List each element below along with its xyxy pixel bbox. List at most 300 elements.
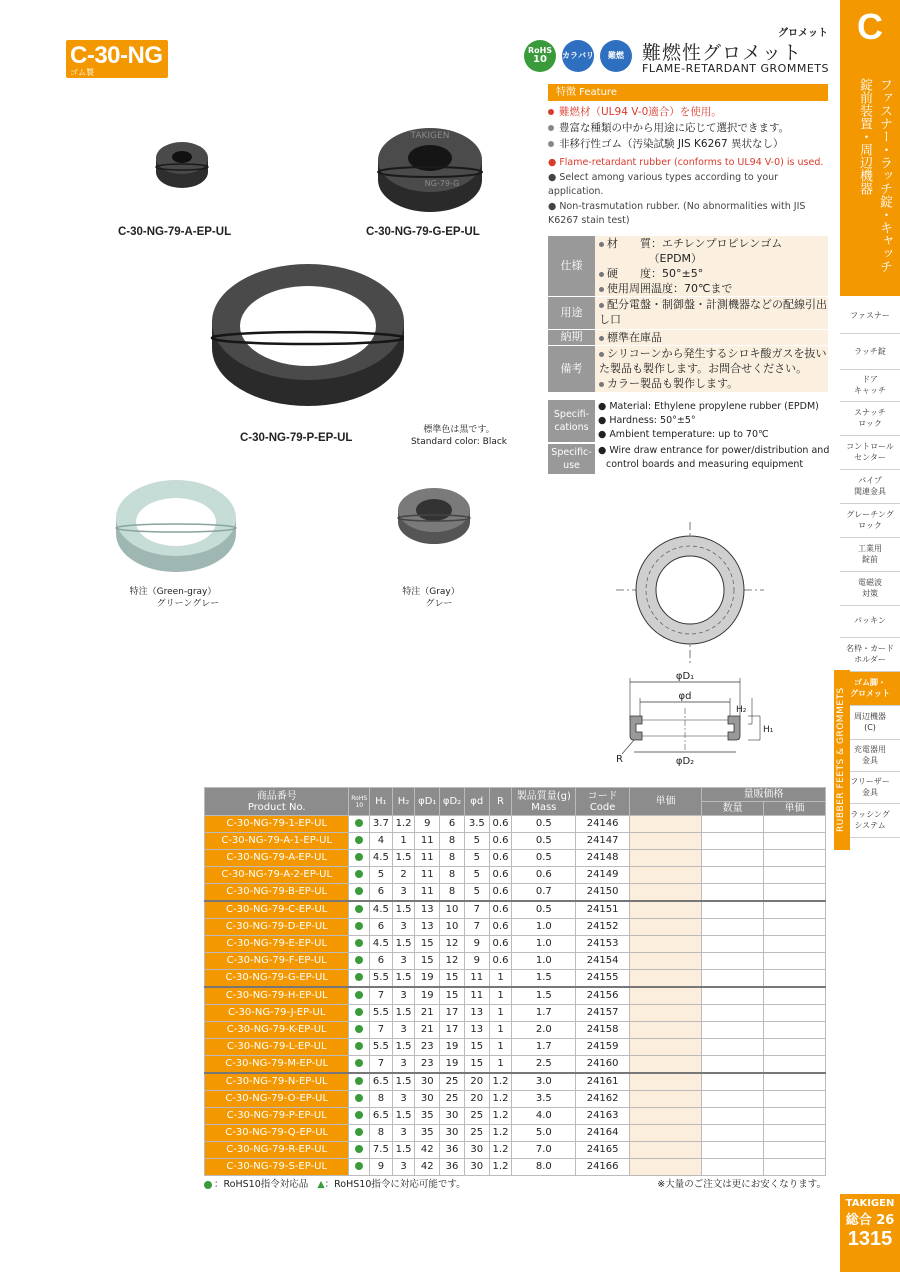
cell-empty xyxy=(629,936,701,953)
col-qty: 数量 xyxy=(702,802,764,816)
sidebar-item-2[interactable]: ラッチ錠 xyxy=(840,336,900,370)
grommet-green-gray-image xyxy=(112,478,242,578)
sidebar-item-13[interactable]: 周辺機器 (C) xyxy=(840,706,900,740)
cell-empty xyxy=(764,1125,826,1142)
series-code-badge xyxy=(66,40,168,78)
cell-empty xyxy=(629,970,701,988)
cell-d: 13 xyxy=(464,1022,489,1039)
cell-d2: 36 xyxy=(440,1142,465,1159)
cell-mass: 0.7 xyxy=(512,884,576,902)
triangle-icon: ▲ xyxy=(317,1179,325,1190)
cell-h1: 7 xyxy=(370,987,393,1005)
rohs-cell xyxy=(349,884,370,902)
cell-code: 24153 xyxy=(576,936,630,953)
cell-h1: 8 xyxy=(370,1091,393,1108)
cell-code: 24162 xyxy=(576,1091,630,1108)
table-row xyxy=(205,1039,826,1056)
cell-no: C-30-NG-79-1-EP-UL xyxy=(205,816,349,833)
cell-mass: 1.0 xyxy=(512,953,576,970)
rohs-cell xyxy=(349,987,370,1005)
cell-h2: 3 xyxy=(392,1159,415,1176)
feature-en-1: ● Flame-retardant rubber (conforms to UL94 V-0) is used. xyxy=(548,157,824,168)
sidebar-item-15[interactable]: フリーザー 金具 xyxy=(840,772,900,804)
cell-empty xyxy=(629,987,701,1005)
col-d2: φD₂ xyxy=(440,788,465,816)
rohs-dot-icon xyxy=(355,1162,363,1170)
cell-d2: 12 xyxy=(440,936,465,953)
rohs-cell xyxy=(349,901,370,919)
rohs-cell xyxy=(349,1091,370,1108)
rohs-cell xyxy=(349,1142,370,1159)
col-unit-price: 単価 xyxy=(629,788,701,816)
karabari-icon: カラバリ xyxy=(562,40,594,72)
cell-mass: 3.0 xyxy=(512,1073,576,1091)
bulk-order-note: ※大量のご注文は更にお安くなります。 xyxy=(657,1179,826,1190)
table-row xyxy=(205,1159,826,1176)
brand-name: TAKIGEN xyxy=(845,1198,895,1209)
cell-d2: 8 xyxy=(440,833,465,850)
rohs-cell xyxy=(349,1056,370,1074)
rohs-dot-icon xyxy=(355,956,363,964)
product-label-a: C-30-NG-79-A-EP-UL xyxy=(118,226,232,238)
rohs-dot-icon xyxy=(355,1008,363,1016)
series-code: C-30-NG xyxy=(70,42,163,69)
cell-empty xyxy=(764,1039,826,1056)
cell-empty xyxy=(764,1022,826,1039)
cell-h2: 3 xyxy=(392,1125,415,1142)
col-product-no: 商品番号 Product No. xyxy=(205,788,349,816)
cell-d: 5 xyxy=(464,833,489,850)
rohs-dot-icon xyxy=(355,939,363,947)
cell-mass: 3.5 xyxy=(512,1091,576,1108)
cell-d2: 17 xyxy=(440,1005,465,1022)
cell-code: 24152 xyxy=(576,919,630,936)
cell-empty xyxy=(629,1159,701,1176)
cell-empty xyxy=(702,1108,764,1125)
top-view-drawing xyxy=(610,518,770,668)
feature-en-2: ● Select among various types according to your application. xyxy=(548,172,779,197)
grommet-small-a-image xyxy=(148,136,216,192)
cell-r: 0.6 xyxy=(489,850,512,867)
cell-h2: 3 xyxy=(392,1056,415,1074)
table-row xyxy=(205,987,826,1005)
col-d1: φD₁ xyxy=(415,788,440,816)
rohs-dot-icon xyxy=(355,1025,363,1033)
cell-d1: 11 xyxy=(415,884,440,902)
cell-mass: 0.6 xyxy=(512,867,576,884)
grommet-large-p-image xyxy=(204,262,404,412)
cell-empty xyxy=(702,919,764,936)
sidebar-item-1[interactable]: ファスナー xyxy=(840,300,900,334)
cell-empty xyxy=(629,901,701,919)
rohs-dot-icon xyxy=(355,905,363,913)
rohs-cell xyxy=(349,1159,370,1176)
cell-mass: 8.0 xyxy=(512,1159,576,1176)
spec-label-nouki: 納期 xyxy=(548,330,595,345)
rohs-dot-icon xyxy=(355,922,363,930)
grommet-medium-g-image xyxy=(372,120,488,216)
sidebar-item-4[interactable]: スナッチ ロック xyxy=(840,402,900,436)
rohs-dot-icon xyxy=(355,870,363,878)
cell-mass: 2.5 xyxy=(512,1056,576,1074)
rohs-cell xyxy=(349,816,370,833)
dim-d2: φD₂ xyxy=(675,756,695,767)
cell-no: C-30-NG-79-A-2-EP-UL xyxy=(205,867,349,884)
table-row xyxy=(205,1056,826,1074)
spec-label-bikou: 備考 xyxy=(548,346,595,392)
rohs-cell xyxy=(349,1108,370,1125)
cell-empty xyxy=(764,1091,826,1108)
cell-d2: 8 xyxy=(440,850,465,867)
dim-d: φd xyxy=(678,691,692,702)
cell-h2: 1.5 xyxy=(392,1073,415,1091)
cell-no: C-30-NG-79-A-EP-UL xyxy=(205,850,349,867)
cell-code: 24158 xyxy=(576,1022,630,1039)
cell-d2: 17 xyxy=(440,1022,465,1039)
cell-d1: 35 xyxy=(415,1125,440,1142)
cell-d2: 25 xyxy=(440,1091,465,1108)
cell-h1: 6.5 xyxy=(370,1108,393,1125)
cell-mass: 0.5 xyxy=(512,901,576,919)
cell-empty xyxy=(629,953,701,970)
cell-empty xyxy=(702,953,764,970)
cell-empty xyxy=(764,1159,826,1176)
table-row xyxy=(205,867,826,884)
rohs-cell xyxy=(349,833,370,850)
cell-no: C-30-NG-79-Q-EP-UL xyxy=(205,1125,349,1142)
cell-empty xyxy=(702,867,764,884)
cell-r: 0.6 xyxy=(489,936,512,953)
spec-label-shiyou: 仕様 xyxy=(548,236,595,296)
cell-h1: 5 xyxy=(370,867,393,884)
cell-h2: 1 xyxy=(392,833,415,850)
cell-h1: 4.5 xyxy=(370,936,393,953)
rohs-cell xyxy=(349,919,370,936)
cell-h2: 1.5 xyxy=(392,1108,415,1125)
cell-empty xyxy=(764,884,826,902)
cell-d2: 19 xyxy=(440,1039,465,1056)
cell-h1: 6 xyxy=(370,919,393,936)
rohs-dot-icon xyxy=(355,1145,363,1153)
cell-empty xyxy=(629,1073,701,1091)
page-title-en: FLAME-RETARDANT GROMMETS xyxy=(642,62,829,75)
cell-d2: 6 xyxy=(440,816,465,833)
col-mass: 製品質量(g) Mass xyxy=(512,788,576,816)
sidebar-item-11[interactable]: 名枠・カード ホルダー xyxy=(840,638,900,672)
cell-empty xyxy=(629,833,701,850)
cell-r: 1.2 xyxy=(489,1073,512,1091)
cell-d2: 8 xyxy=(440,867,465,884)
cell-d2: 10 xyxy=(440,901,465,919)
col-rohs: RoHS 10 xyxy=(349,788,370,816)
cell-empty xyxy=(702,833,764,850)
cell-d1: 35 xyxy=(415,1108,440,1125)
table-row xyxy=(205,1091,826,1108)
cell-code: 24161 xyxy=(576,1073,630,1091)
cell-d1: 21 xyxy=(415,1005,440,1022)
cell-empty xyxy=(764,970,826,988)
cell-d2: 8 xyxy=(440,884,465,902)
spec-body-youto: 配分電盤・制御盤・計測機器などの配線引出し口 xyxy=(595,297,828,329)
cell-mass: 1.0 xyxy=(512,936,576,953)
cell-h1: 3.7 xyxy=(370,816,393,833)
cell-r: 0.6 xyxy=(489,867,512,884)
col-h1: H₁ xyxy=(370,788,393,816)
rohs-dot-icon xyxy=(355,991,363,999)
cell-code: 24155 xyxy=(576,970,630,988)
sidebar-item-3[interactable]: ドア キャッチ xyxy=(840,370,900,402)
rohs-cell xyxy=(349,970,370,988)
cell-d: 7 xyxy=(464,901,489,919)
cell-mass: 1.5 xyxy=(512,970,576,988)
cell-no: C-30-NG-79-F-EP-UL xyxy=(205,953,349,970)
cell-h2: 3 xyxy=(392,987,415,1005)
cell-empty xyxy=(702,901,764,919)
dim-r: R xyxy=(616,754,623,765)
cell-h2: 1.5 xyxy=(392,1039,415,1056)
sidebar-item-8[interactable]: 工業用 錠前 xyxy=(840,538,900,572)
table-row xyxy=(205,884,826,902)
sidebar-item-5[interactable]: コントロール センター xyxy=(840,436,900,470)
embossed-brand: TAKIGEN xyxy=(410,131,450,141)
cell-empty xyxy=(629,1056,701,1074)
rohs-cell xyxy=(349,953,370,970)
cell-mass: 0.5 xyxy=(512,850,576,867)
col-r: R xyxy=(489,788,512,816)
cell-d1: 13 xyxy=(415,919,440,936)
cell-d2: 15 xyxy=(440,970,465,988)
cell-empty xyxy=(702,987,764,1005)
sidebar-item-7[interactable]: グレーチング ロック xyxy=(840,504,900,538)
cell-no: C-30-NG-79-P-EP-UL xyxy=(205,1108,349,1125)
rohs-dot-icon xyxy=(355,973,363,981)
cell-h1: 6.5 xyxy=(370,1073,393,1091)
standard-color-note: 標準色は黒です。 Standard color: Black xyxy=(410,425,508,447)
cell-empty xyxy=(702,884,764,902)
cell-no: C-30-NG-79-H-EP-UL xyxy=(205,987,349,1005)
cell-d1: 30 xyxy=(415,1073,440,1091)
rohs-cell xyxy=(349,1039,370,1056)
cell-no: C-30-NG-79-D-EP-UL xyxy=(205,919,349,936)
cell-d: 20 xyxy=(464,1073,489,1091)
cell-r: 0.6 xyxy=(489,884,512,902)
cell-d2: 12 xyxy=(440,953,465,970)
cell-code: 24163 xyxy=(576,1108,630,1125)
spec-en-label-use: Specific-use xyxy=(548,444,595,474)
cell-d2: 30 xyxy=(440,1108,465,1125)
cell-code: 24159 xyxy=(576,1039,630,1056)
cell-d1: 21 xyxy=(415,1022,440,1039)
cell-empty xyxy=(702,1091,764,1108)
cell-code: 24151 xyxy=(576,901,630,919)
cell-h1: 5.5 xyxy=(370,1039,393,1056)
cell-d1: 11 xyxy=(415,833,440,850)
spec-body-nouki: 標準在庫品 xyxy=(595,330,828,345)
cell-empty xyxy=(702,1142,764,1159)
cell-no: C-30-NG-79-O-EP-UL xyxy=(205,1091,349,1108)
cell-d: 30 xyxy=(464,1159,489,1176)
rohs-cell xyxy=(349,1125,370,1142)
cell-d1: 15 xyxy=(415,953,440,970)
rohs-cell xyxy=(349,1005,370,1022)
cell-empty xyxy=(629,1091,701,1108)
cell-d: 30 xyxy=(464,1142,489,1159)
cell-h2: 1.5 xyxy=(392,1005,415,1022)
cell-d: 13 xyxy=(464,1005,489,1022)
table-row xyxy=(205,919,826,936)
cell-empty xyxy=(764,987,826,1005)
cell-d: 20 xyxy=(464,1091,489,1108)
rohs10-icon: RoHS 10 xyxy=(524,40,556,72)
cell-empty xyxy=(764,1142,826,1159)
cell-empty xyxy=(764,901,826,919)
sidebar-item-16[interactable]: ラッシング システム xyxy=(840,804,900,838)
table-row xyxy=(205,1142,826,1159)
cell-h2: 1.5 xyxy=(392,936,415,953)
cell-empty xyxy=(764,816,826,833)
cell-d2: 30 xyxy=(440,1125,465,1142)
cell-no: C-30-NG-79-S-EP-UL xyxy=(205,1159,349,1176)
spec-en-label-specifications: Specifi-cations xyxy=(548,400,595,442)
cell-h1: 4 xyxy=(370,833,393,850)
sidebar-item-9[interactable]: 電磁波 対策 xyxy=(840,572,900,606)
cell-d1: 30 xyxy=(415,1091,440,1108)
cell-d: 9 xyxy=(464,953,489,970)
cell-d1: 11 xyxy=(415,850,440,867)
cell-no: C-30-NG-79-E-EP-UL xyxy=(205,936,349,953)
table-row xyxy=(205,1108,826,1125)
cell-empty xyxy=(764,867,826,884)
sidebar-item-6[interactable]: パイプ 関連金具 xyxy=(840,470,900,504)
rohs-dot-icon xyxy=(204,1181,212,1189)
cell-empty xyxy=(629,1022,701,1039)
cell-r: 0.6 xyxy=(489,816,512,833)
cell-h1: 7 xyxy=(370,1022,393,1039)
cell-code: 24150 xyxy=(576,884,630,902)
cell-h1: 4.5 xyxy=(370,850,393,867)
cell-d1: 19 xyxy=(415,970,440,988)
cell-empty xyxy=(629,1005,701,1022)
grommet-gray-image xyxy=(394,484,474,548)
cell-d1: 42 xyxy=(415,1142,440,1159)
cell-empty xyxy=(629,850,701,867)
rohs-cell xyxy=(349,936,370,953)
cell-empty xyxy=(629,1125,701,1142)
cell-h2: 1.5 xyxy=(392,1142,415,1159)
cell-d: 11 xyxy=(464,987,489,1005)
cell-empty xyxy=(702,1056,764,1074)
col-code: コード Code xyxy=(576,788,630,816)
cell-empty xyxy=(702,1005,764,1022)
page-number: 1315 xyxy=(847,1228,893,1250)
sidebar-item-14[interactable]: 充電器用 金具 xyxy=(840,740,900,772)
rubber-section-label: RUBBER FEETS & GROMMETS xyxy=(836,687,846,833)
cell-h1: 8 xyxy=(370,1125,393,1142)
cell-empty xyxy=(764,1108,826,1125)
rohs-dot-icon xyxy=(355,1094,363,1102)
cell-h2: 1.5 xyxy=(392,850,415,867)
cell-d: 5 xyxy=(464,850,489,867)
sidebar-item-12[interactable]: ゴム脚・ グロメット xyxy=(840,672,900,706)
cell-d2: 19 xyxy=(440,1056,465,1074)
col-d: φd xyxy=(464,788,489,816)
table-legend: ：RoHS10指令対応品 ▲：RoHS10指令に対応可能です。 xyxy=(204,1176,466,1190)
cell-r: 0.6 xyxy=(489,953,512,970)
cell-d1: 13 xyxy=(415,901,440,919)
cell-h1: 6 xyxy=(370,953,393,970)
feature-jp-1: 難燃材（UL94 V-0適合）を使用。 xyxy=(548,105,833,120)
col-bulk-price: 量販価格 xyxy=(702,788,826,802)
cell-d1: 23 xyxy=(415,1056,440,1074)
table-row xyxy=(205,936,826,953)
cell-mass: 0.5 xyxy=(512,816,576,833)
cell-d: 25 xyxy=(464,1108,489,1125)
cell-code: 24148 xyxy=(576,850,630,867)
cell-h2: 3 xyxy=(392,1091,415,1108)
section-view-drawing xyxy=(612,668,782,768)
cell-mass: 1.5 xyxy=(512,987,576,1005)
cell-mass: 1.0 xyxy=(512,919,576,936)
table-row xyxy=(205,850,826,867)
table-row xyxy=(205,970,826,988)
cell-d: 7 xyxy=(464,919,489,936)
cell-mass: 1.7 xyxy=(512,1039,576,1056)
rohs-dot-icon xyxy=(355,1059,363,1067)
cell-d2: 15 xyxy=(440,987,465,1005)
sidebar-item-10[interactable]: パッキン xyxy=(840,606,900,638)
cell-h2: 2 xyxy=(392,867,415,884)
cell-h2: 3 xyxy=(392,1022,415,1039)
rohs-cell xyxy=(349,1073,370,1091)
cell-empty xyxy=(764,936,826,953)
catalog-volume: 総合 26 xyxy=(845,1213,895,1228)
cell-empty xyxy=(702,1073,764,1091)
cell-h1: 4.5 xyxy=(370,901,393,919)
spec-body-shiyou: 材 質：エチレンプロピレンゴム （EPDM） 硬 度：50°±5° 使用周囲温度：70℃まで xyxy=(595,236,828,296)
cell-r: 1.2 xyxy=(489,1159,512,1176)
cell-r: 1.2 xyxy=(489,1142,512,1159)
cell-mass: 0.5 xyxy=(512,833,576,850)
cell-empty xyxy=(702,1022,764,1039)
cell-empty xyxy=(629,1142,701,1159)
cell-no: C-30-NG-79-R-EP-UL xyxy=(205,1142,349,1159)
cell-code: 24164 xyxy=(576,1125,630,1142)
rohs-dot-icon xyxy=(355,836,363,844)
cell-empty xyxy=(702,936,764,953)
cell-code: 24146 xyxy=(576,816,630,833)
cell-d1: 19 xyxy=(415,987,440,1005)
rohs-cell xyxy=(349,867,370,884)
cell-d1: 9 xyxy=(415,816,440,833)
cell-code: 24157 xyxy=(576,1005,630,1022)
cell-r: 1.2 xyxy=(489,1108,512,1125)
spec-label-youto: 用途 xyxy=(548,297,595,329)
product-table xyxy=(204,787,826,1176)
cell-h2: 3 xyxy=(392,953,415,970)
cell-d: 15 xyxy=(464,1039,489,1056)
cell-mass: 1.7 xyxy=(512,1005,576,1022)
green-gray-note: 特注（Green-gray） グリーングレー xyxy=(129,587,220,609)
cell-empty xyxy=(629,867,701,884)
cell-d1: 23 xyxy=(415,1039,440,1056)
cell-empty xyxy=(629,919,701,936)
feature-jp-3: 非移行性ゴム（汚染試験 JIS K6267 異状なし） xyxy=(548,137,833,152)
cell-empty xyxy=(702,1159,764,1176)
cell-r: 1.2 xyxy=(489,1125,512,1142)
cell-code: 24154 xyxy=(576,953,630,970)
cell-empty xyxy=(764,1005,826,1022)
embossed-model: NG-79-G xyxy=(424,179,460,188)
